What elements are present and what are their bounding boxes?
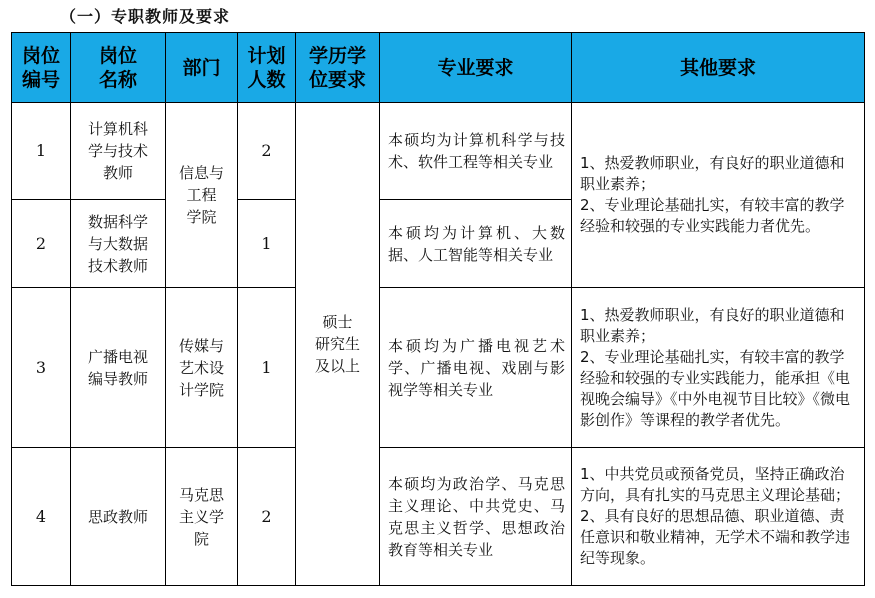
- header-position-id: 岗位 编号: [12, 33, 71, 103]
- planned-count: 1: [238, 288, 296, 448]
- position-name: 广播电视 编导教师: [71, 288, 166, 448]
- position-name: 思政教师: [71, 448, 166, 586]
- header-position-name: 岗位 名称: [71, 33, 166, 103]
- table-row: [12, 103, 865, 200]
- planned-count: 1: [238, 200, 296, 288]
- department: 信息与 工程 学院: [166, 103, 238, 288]
- table-row: [12, 288, 865, 448]
- department: 马克思 主义学 院: [166, 448, 238, 586]
- position-id: 2: [12, 200, 71, 288]
- department: 传媒与 艺术设 计学院: [166, 288, 238, 448]
- header-department: 部门: [166, 33, 238, 103]
- major-requirement: 本硕均为政治学、马克思主义理论、中共党史、马克思主义哲学、思想政治教育等相关专业: [380, 448, 572, 586]
- major-requirement: 本硕均为广播电视艺术学、广播电视、戏剧与影视学等相关专业: [380, 288, 572, 448]
- header-other-requirement: 其他要求: [572, 33, 865, 103]
- planned-count: 2: [238, 103, 296, 200]
- major-requirement: 本硕均为计算机、大数据、人工智能等相关专业: [380, 200, 572, 288]
- position-id: 3: [12, 288, 71, 448]
- degree-requirement: 硕士 研究生 及以上: [296, 103, 380, 586]
- position-name: 计算机科 学与技术 教师: [71, 103, 166, 200]
- other-requirement: 1、热爱教师职业，有良好的职业道德和职业素养； 2、专业理论基础扎实，有较丰富的教学经验和较强的专业实践能力，能承担《电视晚会编导》《中外电视节目比较》《微电影创作》等课程的教学者优先。: [572, 288, 865, 448]
- other-requirement: 1、热爱教师职业，有良好的职业道德和职业素养； 2、专业理论基础扎实，有较丰富的教学经验和较强的专业实践能力者优先。: [572, 103, 865, 288]
- section-title: （一）专职教师及要求: [60, 7, 231, 26]
- header-major-requirement: 专业要求: [380, 33, 572, 103]
- position-name: 数据科学 与大数据 技术教师: [71, 200, 166, 288]
- other-requirement: 1、中共党员或预备党员，坚持正确政治方向，具有扎实的马克思主义理论基础； 2、具有良好的思想品德、职业道德、责任意识和敬业精神，无学术不端和教学违纪等现象。: [572, 448, 865, 586]
- table-row: [12, 448, 865, 586]
- header-planned-count: 计划 人数: [238, 33, 296, 103]
- table-header-row: [12, 33, 865, 103]
- teacher-requirements-table: [11, 32, 865, 586]
- planned-count: 2: [238, 448, 296, 586]
- position-id: 4: [12, 448, 71, 586]
- header-degree: 学历学 位要求: [296, 33, 380, 103]
- major-requirement: 本硕均为计算机科学与技术、软件工程等相关专业: [380, 103, 572, 200]
- position-id: 1: [12, 103, 71, 200]
